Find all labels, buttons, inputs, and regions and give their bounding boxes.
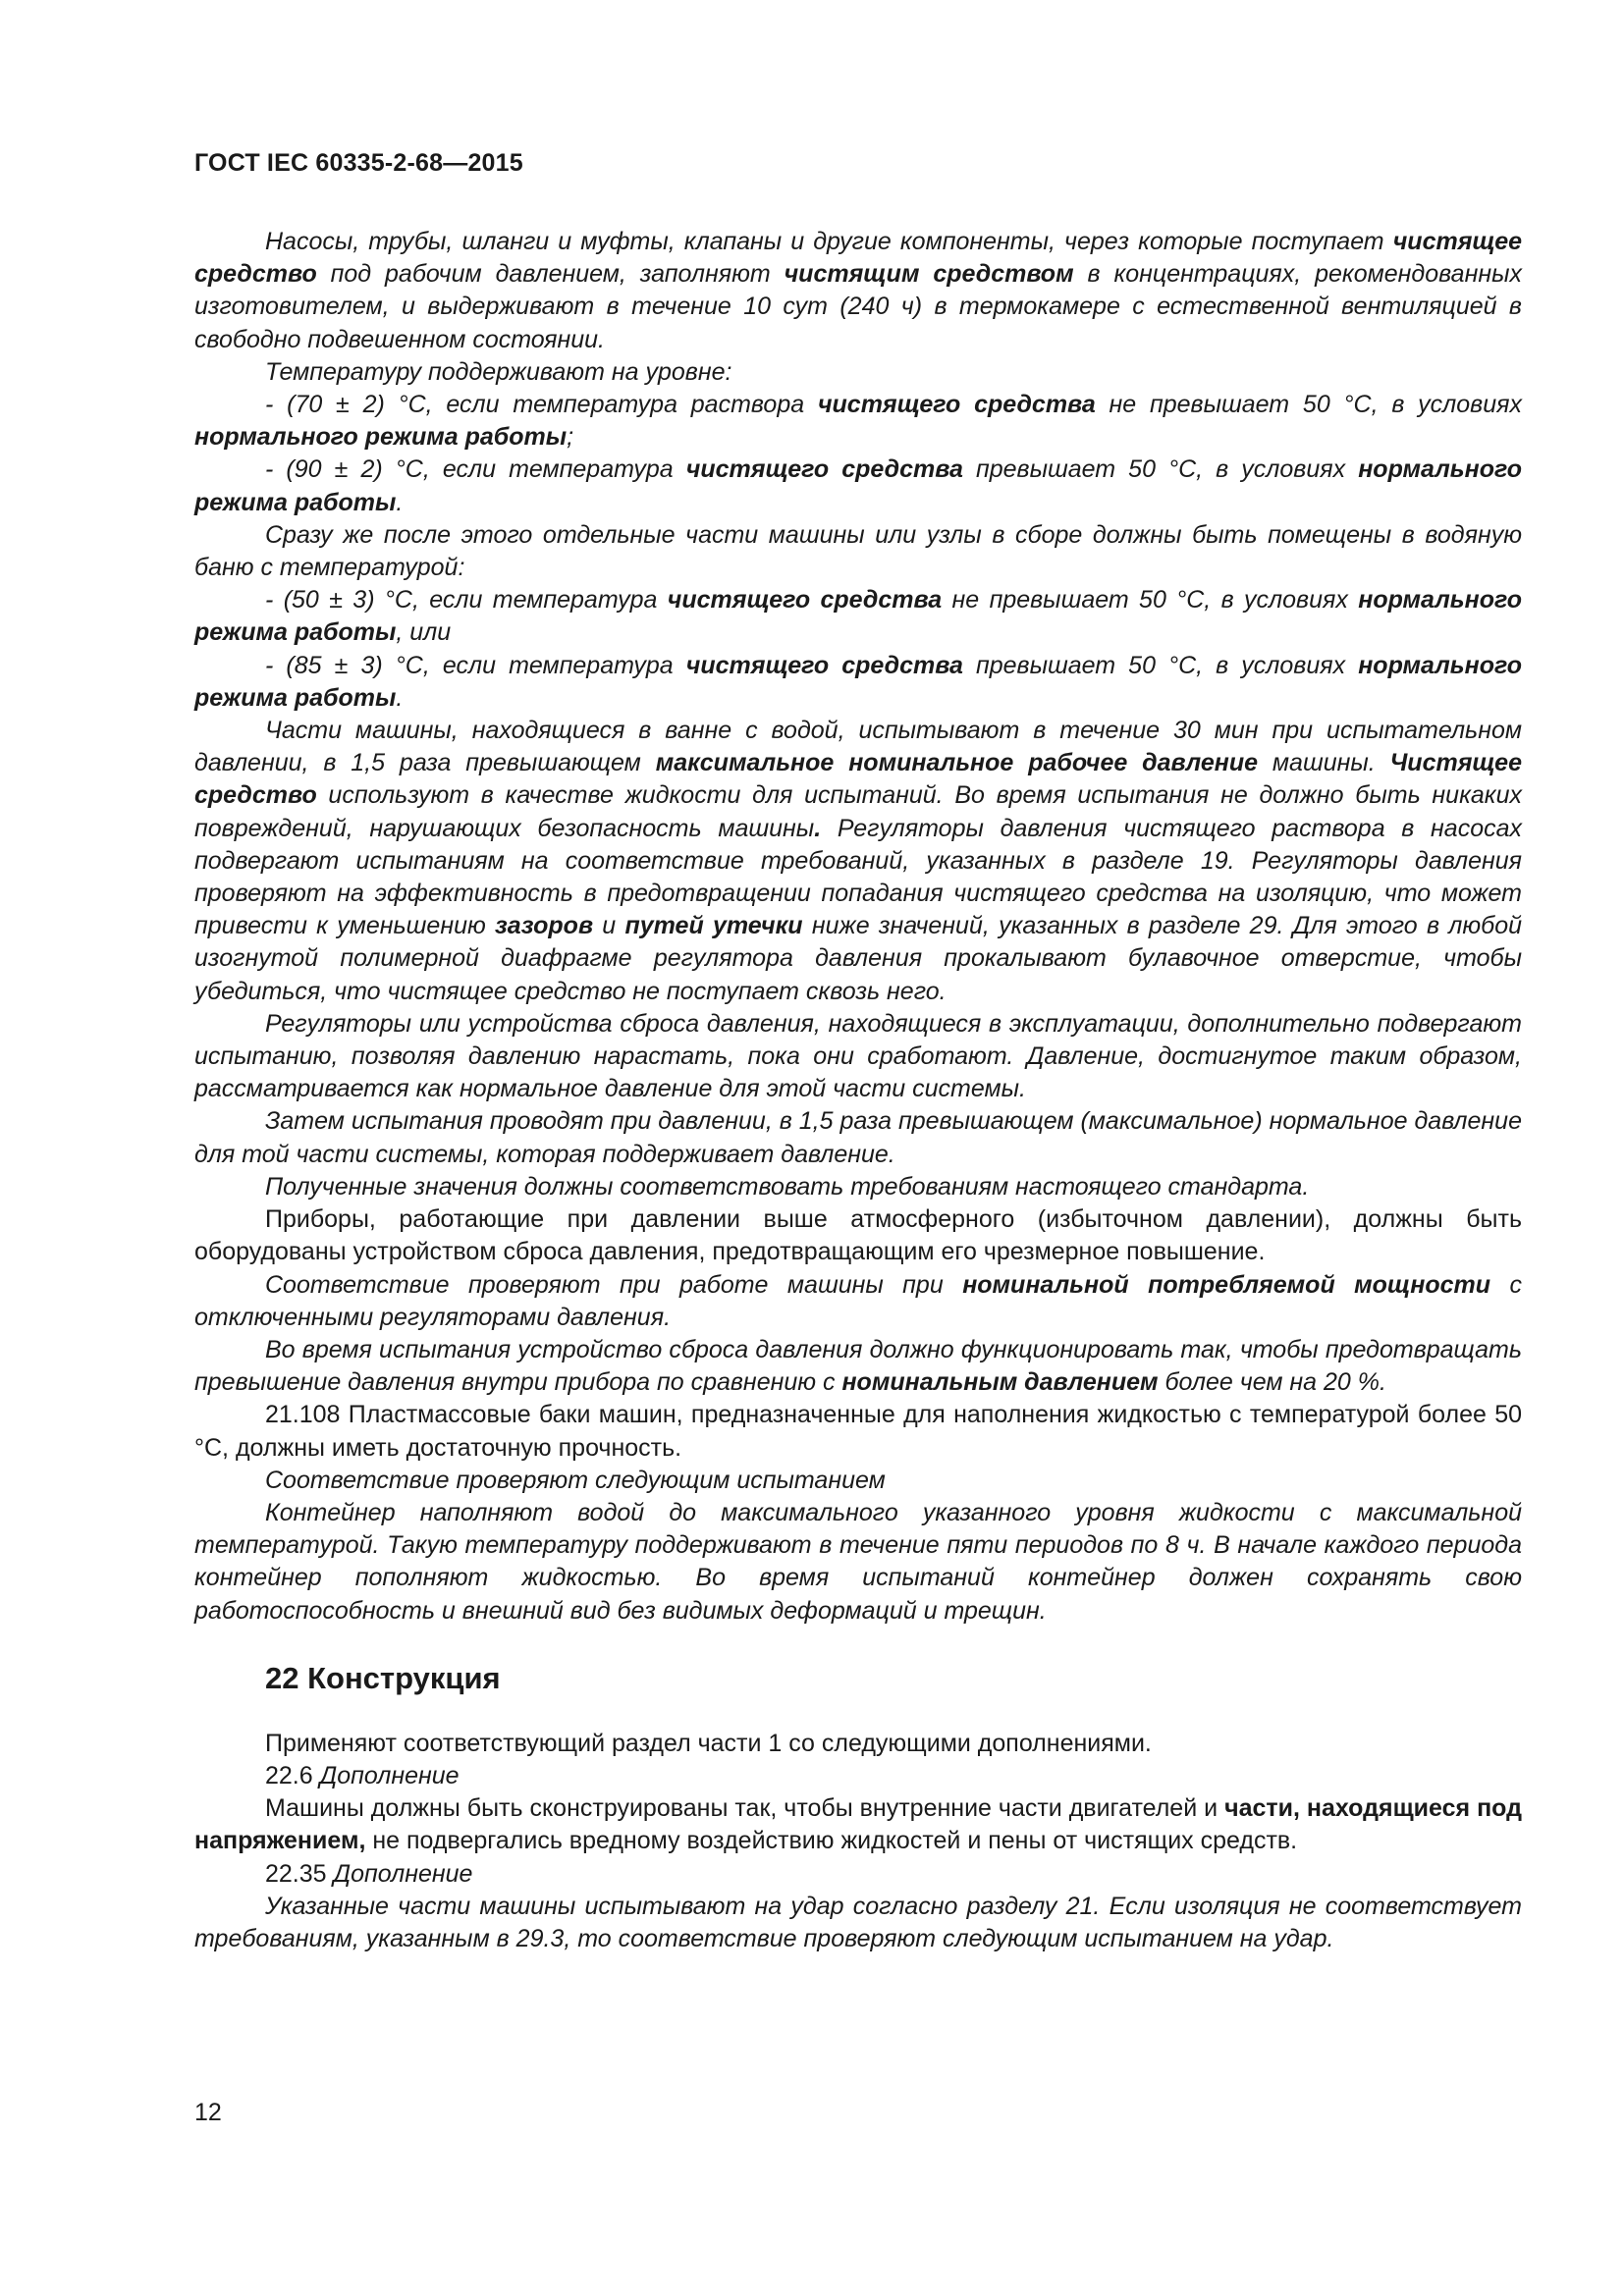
- clause-21-108: 21.108 Пластмассовые баки машин, предназначенные для наполнения жидкостью с температурой более 50 °С, должны иметь достаточную прочность.: [194, 1401, 1522, 1462]
- page-number: 12: [194, 2099, 222, 2126]
- clause-label: Дополнение: [333, 1859, 473, 1888]
- text-run: - (90 ± 2) °С, если температура: [265, 455, 686, 484]
- defined-term: нормального режима работы: [194, 651, 1522, 712]
- defined-term: нормального режима работы: [194, 423, 568, 452]
- defined-term: номинальным давлением: [841, 1368, 1159, 1397]
- list-item-temp-90: [194, 454, 1522, 518]
- paragraph-results: Полученные значения должны соответствовать требованиям настоящего стандарта.: [265, 1172, 1310, 1201]
- text-run: Насосы, трубы, шланги и муфты, клапаны и другие компоненты, через которые поступает: [265, 228, 1393, 255]
- clause-label: Дополнение: [319, 1761, 460, 1789]
- paragraph-pumps: [194, 226, 1522, 356]
- clause-22-6: [194, 1760, 1522, 1792]
- section-heading: 22 Конструкция: [265, 1660, 501, 1695]
- defined-term: чистящего средства: [817, 391, 1096, 419]
- text-run: ниже значений, указанных в разделе 29. Для этого в любой изогнутой полимерной диафрагме регулятора давления прокалывают булавочное отверстие, чтобы убедиться, что чистящее средство не поступает сквозь него.: [194, 912, 1523, 1005]
- text-run: более чем на 20 %.: [1158, 1368, 1386, 1397]
- paragraph-applies: Применяют соответствующий раздел части 1 со следующими дополнениями.: [265, 1729, 1152, 1757]
- defined-term: нормального режима работы: [194, 455, 1522, 516]
- text-run: - (70 ± 2) °С, если температура раствора: [265, 391, 818, 419]
- text-run: превышает 50 °С, в условиях: [962, 651, 1359, 679]
- text-run: .: [396, 683, 404, 712]
- defined-term: чистящего средства: [685, 651, 963, 679]
- text-run: не превышает 50 °С, в условиях: [942, 586, 1359, 614]
- text-run: .: [814, 814, 822, 842]
- defined-term: нормального режима работы: [194, 586, 1522, 647]
- text-run: и: [593, 912, 625, 940]
- paragraph-pressure-test: [194, 715, 1522, 1008]
- text-run: не превышает 50 °С, в условиях: [1095, 391, 1522, 419]
- list-item-temp-70: [194, 389, 1522, 454]
- text-run: , или: [396, 618, 452, 647]
- document-body: [194, 226, 1522, 1955]
- text-run: машины.: [1258, 749, 1390, 777]
- paragraph-compliance-test: Соответствие проверяют следующим испытанием: [265, 1466, 886, 1494]
- text-run: в концентрациях, рекомендованных изготовителем, и выдерживают в течение 10 сут (240 ч) в термокамере с естественной вентиляцией в свободно подвешенном состоянии.: [194, 260, 1522, 353]
- text-run: Во время испытания устройство сброса давления должно функционировать так, чтобы предотвращать превышение давления внутри прибора по сравнению с: [194, 1335, 1522, 1397]
- defined-term: Чистящее средство: [194, 749, 1522, 810]
- paragraph-temperature-intro: Температуру поддерживают на уровне:: [265, 357, 732, 386]
- text-run: под рабочим давлением, заполняют: [316, 260, 785, 289]
- paragraph-construction: [194, 1792, 1522, 1857]
- text-run: - (85 ± 3) °С, если температура: [265, 651, 686, 679]
- defined-term: чистящего средства: [667, 586, 943, 614]
- text-run: с отключенными регуляторами давления.: [194, 1270, 1522, 1331]
- paragraph-relief-function: [194, 1334, 1522, 1399]
- clause-number: 22.35: [265, 1859, 334, 1888]
- clause-22-35: [194, 1858, 1522, 1891]
- text-run: превышает 50 °С, в условиях: [962, 455, 1359, 484]
- text-run: ;: [567, 423, 574, 452]
- paragraph-water-bath: Сразу же после этого отдельные части машины или узлы в сборе должны быть помещены в водяную баню с температурой:: [194, 520, 1522, 582]
- defined-term: чистящего средства: [685, 455, 963, 484]
- defined-term: зазоров: [495, 912, 594, 940]
- defined-term: чистящее средство: [194, 228, 1522, 289]
- document-header: ГОСТ IEC 60335-2-68—2015: [194, 149, 523, 177]
- paragraph-relief-device: Приборы, работающие при давлении выше атмосферного (избыточном давлении), должны быть оборудованы устройством сброса давления, предотвращающим его чрезмерное повышение.: [194, 1205, 1522, 1266]
- text-run: Машины должны быть сконструированы так, чтобы внутренние части двигателей и: [265, 1794, 1225, 1823]
- defined-term: максимальное номинальное рабочее давление: [655, 749, 1259, 777]
- paragraph-compliance-power: [194, 1269, 1522, 1334]
- list-item-temp-50: [194, 584, 1522, 649]
- text-run: Регуляторы давления чистящего раствора в насосах подвергают испытаниям на соответствие требований, указанных в разделе 19. Регуляторы давления проверяют на эффективность в предотвращении попадания чистящего средства на изоляцию, что может привести к уменьшению: [194, 814, 1523, 940]
- text-run: Части машины, находящиеся в ванне с водой, испытывают в течение 30 мин при испытательном давлении, в 1,5 раза превышающем: [194, 717, 1522, 777]
- defined-term: части, находящиеся под напряжением,: [194, 1794, 1522, 1855]
- paragraph-impact-test: Указанные части машины испытывают на удар согласно разделу 21. Если изоляция не соответствует требованиям, указанным в 29.3, то соответствие проверяют следующим испытанием на удар.: [194, 1892, 1522, 1952]
- defined-term: путей утечки: [624, 912, 803, 940]
- text-run: используют в качестве жидкости для испытаний. Во время испытания не должно быть никаких повреждений, нарушающих безопасность машины: [194, 781, 1522, 842]
- paragraph-container-test: Контейнер наполняют водой до максимального указанного уровня жидкости с максимальной температурой. Такую температуру поддерживают в течение пяти периодов по 8 ч. В начале каждого периода контейнер пополняют жидкостью. Во время испытаний контейнер должен сохранять свою работоспособность и внешний вид без видимых деформаций и трещин.: [194, 1498, 1522, 1625]
- paragraph-regulators: Регуляторы или устройства сброса давления, находящиеся в эксплуатации, дополнительно подвергают испытанию, позволяя давлению нарастать, пока они сработают. Давление, достигнутое таким образом, рассматривается как нормальное давление для этой части системы.: [194, 1009, 1522, 1103]
- list-item-temp-85: [194, 650, 1522, 715]
- clause-number: 22.6: [265, 1761, 320, 1789]
- text-run: - (50 ± 3) °С, если температура: [265, 586, 668, 614]
- text-run: .: [396, 488, 404, 516]
- text-run: Соответствие проверяют при работе машины при: [265, 1270, 963, 1299]
- defined-term: номинальной потребляемой мощности: [962, 1270, 1491, 1299]
- paragraph-test-pressure: Затем испытания проводят при давлении, в 1,5 раза превышающем (максимальное) нормальное давление для той части системы, которая поддерживает давление.: [194, 1107, 1522, 1168]
- defined-term: чистящим средством: [784, 260, 1074, 289]
- text-run: не подвергались вредному воздействию жидкостей и пены от чистящих средств.: [365, 1827, 1298, 1855]
